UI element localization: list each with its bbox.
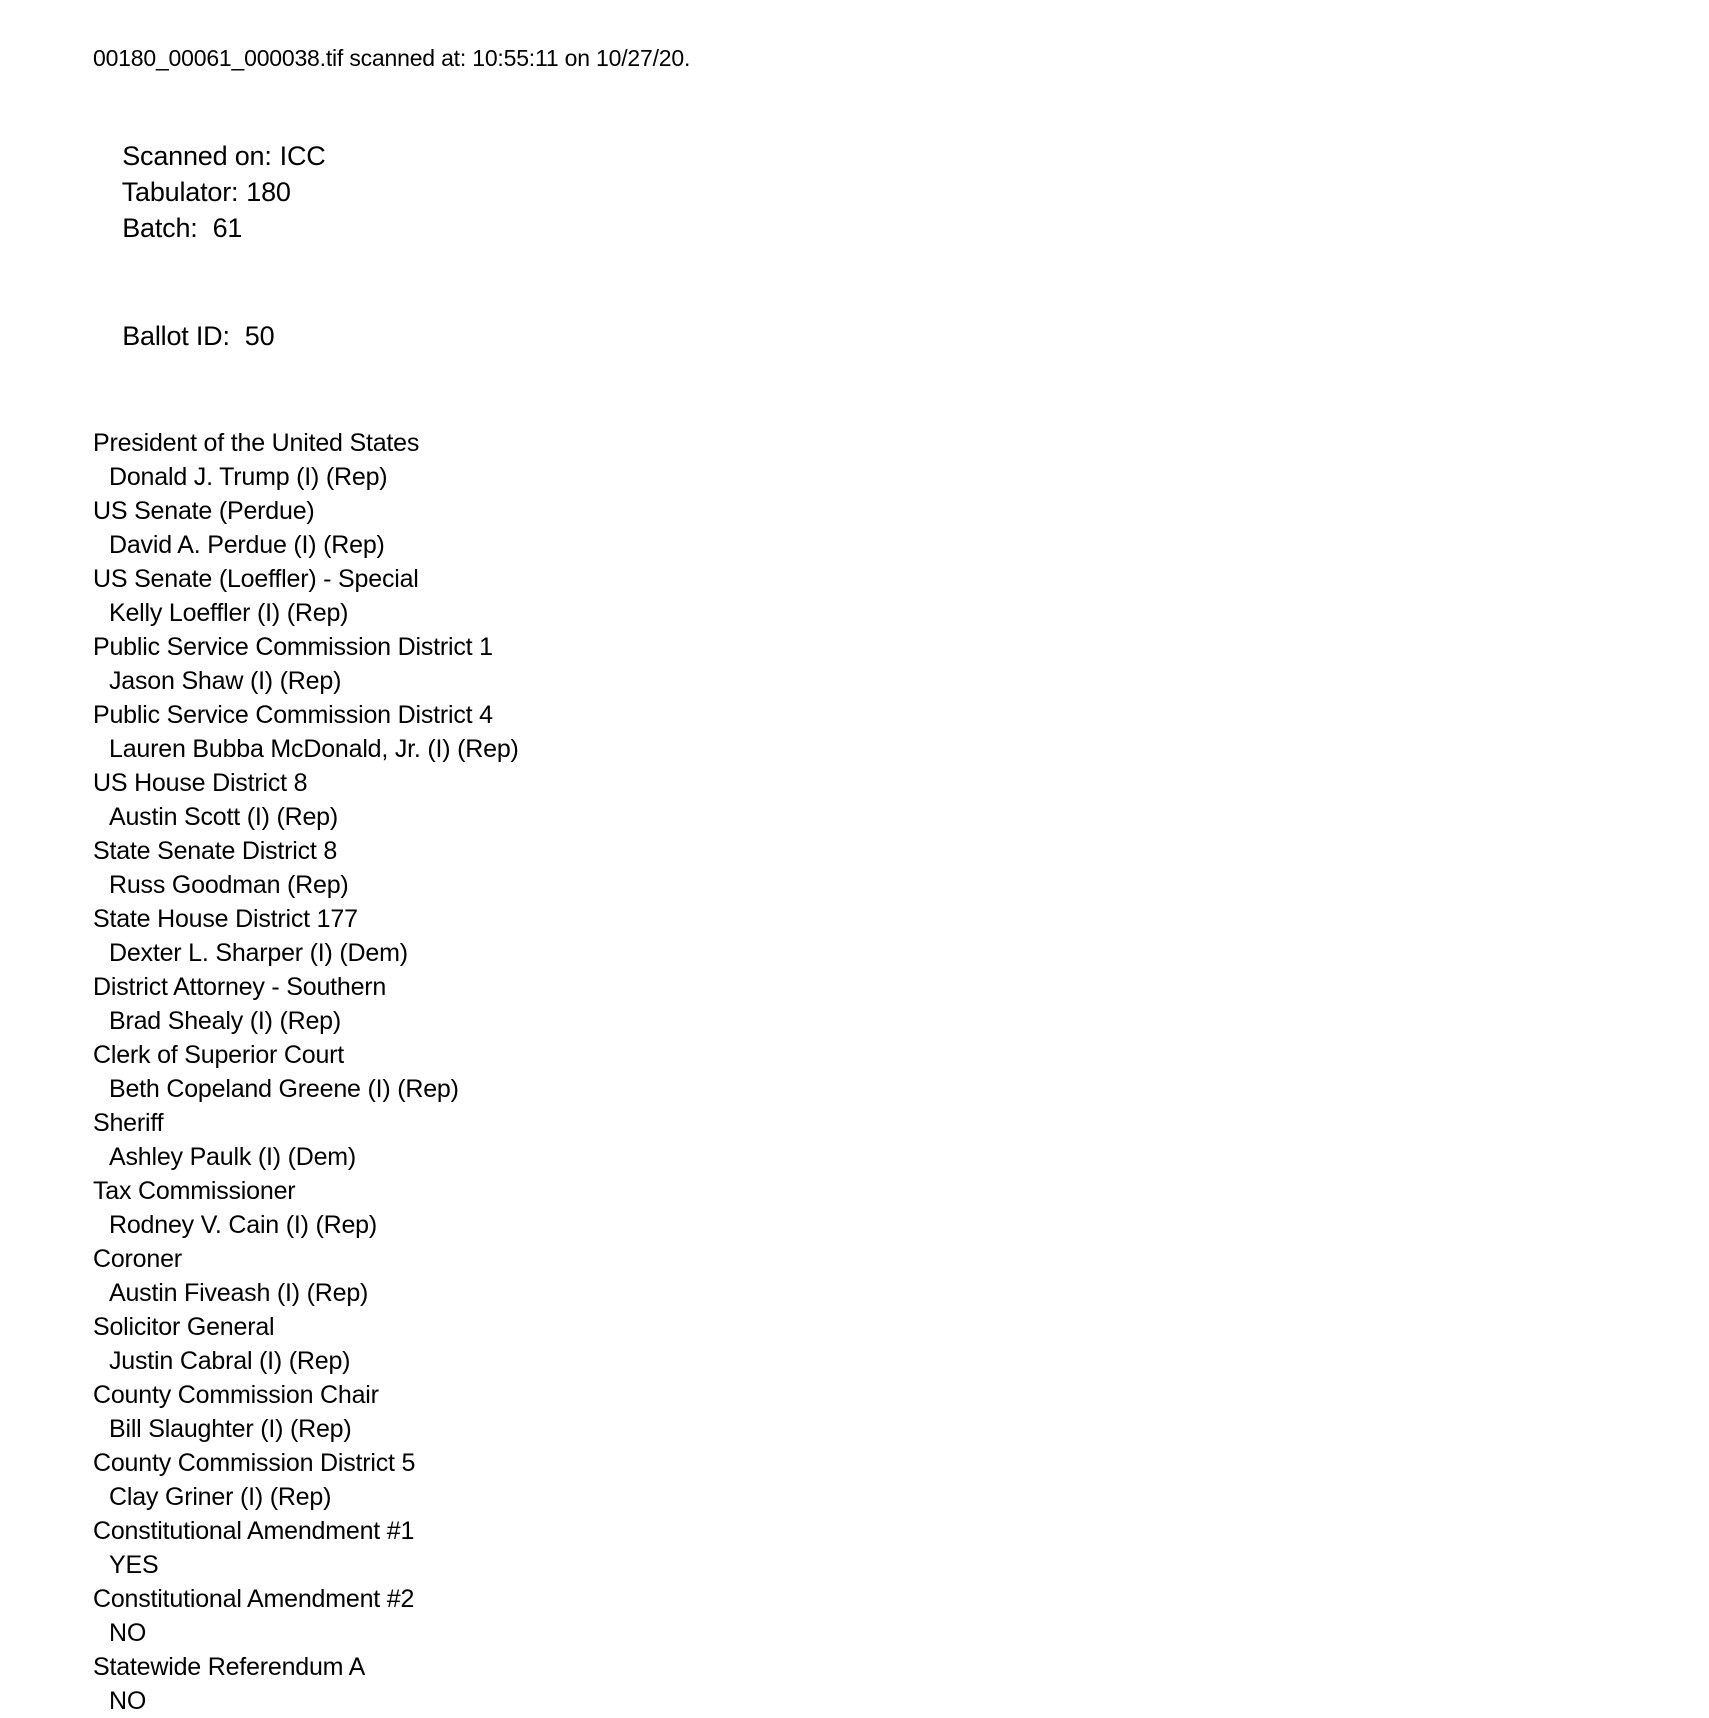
contest-title: Clerk of Superior Court: [93, 1041, 345, 1069]
contest-selection: Russ Goodman (Rep): [109, 871, 349, 899]
contest-row: [93, 1650, 1669, 1718]
contest-title: Coroner: [93, 1245, 182, 1273]
contest-row: [93, 1378, 1669, 1446]
contest-row: [93, 1514, 1669, 1582]
contest-title: US Senate (Perdue): [93, 497, 315, 525]
contest-selection: Bill Slaughter (I) (Rep): [109, 1415, 352, 1443]
contest-row: [93, 1242, 1669, 1310]
contest-title: State House District 177: [93, 905, 358, 933]
contest-selection: Ashley Paulk (I) (Dem): [109, 1143, 357, 1171]
contest-row: [93, 1446, 1669, 1514]
contest-title: Constitutional Amendment #2: [93, 1585, 415, 1613]
batch-field: [122, 213, 242, 243]
contest-title: President of the United States: [93, 429, 420, 457]
contest-title: County Commission District 5: [93, 1449, 416, 1477]
batch-label: Batch:: [122, 213, 198, 243]
ballot-id-field: [122, 321, 274, 351]
filename-line: 00180_00061_000038.tif scanned at: 10:55:11 on 10/27/20.: [93, 45, 691, 71]
contest-row: [93, 494, 1669, 562]
tabulator-value: 180: [246, 177, 291, 207]
ballot-id-value: 50: [244, 321, 275, 351]
contest-row: [93, 426, 1669, 494]
contest-selection: Brad Shealy (I) (Rep): [109, 1007, 341, 1035]
contest-row: [93, 1310, 1669, 1378]
contest-selection: Clay Griner (I) (Rep): [109, 1483, 332, 1511]
contest-list: [93, 426, 1669, 1718]
contest-selection: David A. Perdue (I) (Rep): [109, 531, 385, 559]
contest-title: State Senate District 8: [93, 837, 338, 865]
scanned-on-value: ICC: [279, 141, 326, 171]
batch-value: 61: [212, 213, 243, 243]
contest-selection: Justin Cabral (I) (Rep): [109, 1347, 351, 1375]
contest-row: [93, 766, 1669, 834]
tabulator-field: [122, 177, 291, 207]
contest-selection: Rodney V. Cain (I) (Rep): [109, 1211, 378, 1239]
contest-selection: YES: [109, 1551, 159, 1579]
scanned-on-field: [122, 141, 325, 171]
contest-title: US House District 8: [93, 769, 308, 797]
contest-selection: Donald J. Trump (I) (Rep): [109, 463, 388, 491]
contest-title: Sheriff: [93, 1109, 164, 1137]
contest-title: Public Service Commission District 4: [93, 701, 493, 729]
contest-selection: Austin Scott (I) (Rep): [109, 803, 338, 831]
contest-row: [93, 902, 1669, 970]
contest-row: [93, 1106, 1669, 1174]
contest-row: [93, 1174, 1669, 1242]
contest-row: [93, 698, 1669, 766]
contest-title: County Commission Chair: [93, 1381, 379, 1409]
contest-title: Public Service Commission District 1: [93, 633, 493, 661]
contest-selection: Jason Shaw (I) (Rep): [109, 667, 342, 695]
contest-title: Tax Commissioner: [93, 1177, 296, 1205]
contest-selection: Dexter L. Sharper (I) (Dem): [109, 939, 408, 967]
contest-title: Solicitor General: [93, 1313, 275, 1341]
contest-selection: NO: [109, 1619, 147, 1647]
contest-title: Constitutional Amendment #1: [93, 1517, 415, 1545]
contest-row: [93, 1038, 1669, 1106]
contest-row: [93, 1582, 1669, 1650]
contest-row: [93, 630, 1669, 698]
contest-title: District Attorney - Southern: [93, 973, 387, 1001]
ballot-id-label: Ballot ID:: [122, 321, 230, 351]
contest-selection: Beth Copeland Greene (I) (Rep): [109, 1075, 459, 1103]
contest-row: [93, 834, 1669, 902]
contest-selection: NO: [109, 1687, 147, 1715]
contest-row: [93, 562, 1669, 630]
contest-title: Statewide Referendum A: [93, 1653, 366, 1681]
contest-selection: Kelly Loeffler (I) (Rep): [109, 599, 349, 627]
contest-title: US Senate (Loeffler) - Special: [93, 565, 419, 593]
contest-selection: Lauren Bubba McDonald, Jr. (I) (Rep): [109, 735, 519, 763]
tabulator-label: Tabulator:: [121, 177, 239, 207]
contest-selection: Austin Fiveash (I) (Rep): [109, 1279, 369, 1307]
ballot-id-line: [93, 282, 1669, 390]
scanned-on-label: Scanned on:: [122, 141, 272, 171]
contest-row: [93, 970, 1669, 1038]
scan-info-line: [93, 102, 1669, 282]
